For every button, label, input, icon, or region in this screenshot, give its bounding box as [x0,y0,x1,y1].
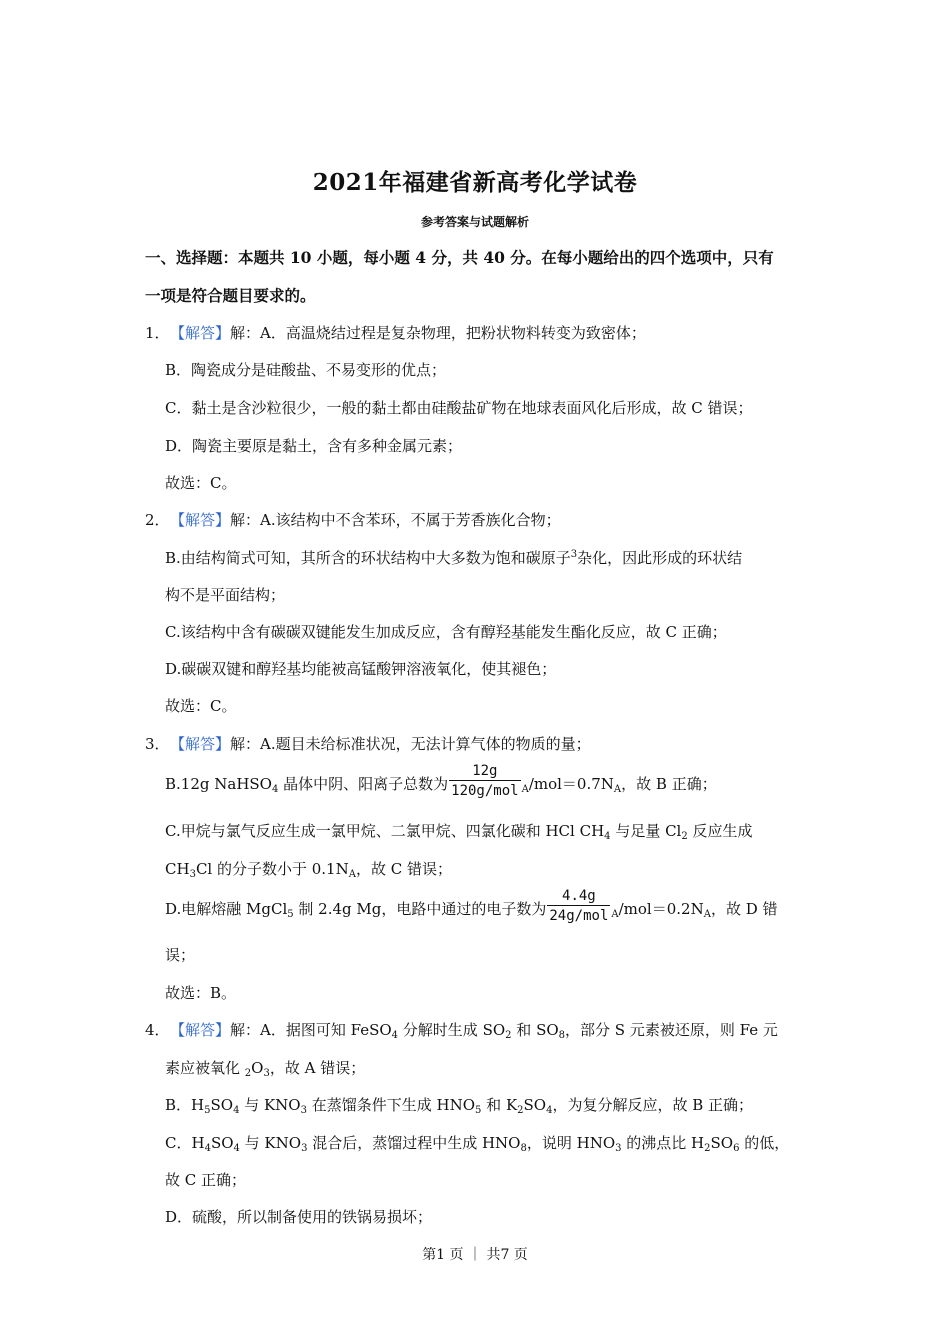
question-4-option-c-line-1: C．$H_4SO_4$ 与 $KNO_3$ 混合后，蒸馏过程中生成 $HNO_8$，说明 $HNO_3$ 的沸点比 $H_2SO_6$ 的低， [165,1134,790,1154]
question-4-option-d: D．硫酸，所以制备使用的铁锅易损坏； [165,1208,433,1226]
question-3-option-c-line-1: C.甲烷与氯气反应生成一氯甲烷、二氯甲烷、四氯化碳和 HCl $CH_4$ 与足量 $Cl_2$ 反应生成 [165,822,753,842]
answer-tag: 【解答】 [170,324,231,342]
question-4-option-a-line-2: 素应被氧化 $_2O_3$，故 A 错误； [165,1059,366,1079]
question-3-option-c-line-2: $CH_3Cl$ 的分子数小于 $0.1N_A$，故 C 错误； [165,860,452,880]
question-3-number: 3． [145,735,170,753]
question-2-answer: 故选：C。 [165,697,237,715]
document-subtitle: 参考答案与试题解析 [420,215,529,229]
question-1-option-b: B．陶瓷成分是硅酸盐、不易变形的优点； [165,361,447,379]
question-3-option-d-line-2: 误； [165,946,196,964]
answer-tag: 【解答】 [170,511,231,529]
fraction: $\frac{12g}{\text{120g/mol}}$ [451,762,519,799]
question-3-option-d: D.电解熔融 MgCl$_5$ 制 2.4g Mg，电路中通过的电子数为 $\frac{4.4g}{\text{24g/mol}}$ $_A/mol=0.2N_A$，故 D 错 [165,887,778,924]
question-4-option-b: B．$H_5SO_4$ 与 $KNO_3$ 在蒸馏条件下生成 $HNO_5$ 和 $K_2SO_4$，为复分解反应，故 B 正确； [165,1096,754,1116]
question-3-option-a: 【解答】解：A.题目未给标准状况，无法计算气体的物质的量； [170,735,591,753]
question-1-answer: 故选：C。 [165,474,237,492]
question-2-option-d: D.碳碳双键和醇羟基均能被高锰酸钾溶液氧化，使其褪色； [165,660,557,678]
question-2-option-b-line-1: B.由结构简式可知，其所含的环状结构中大多数为饱和碳原子$^3$杂化，因此形成的环状结 [165,549,743,567]
question-1-number: 1． [145,324,170,342]
question-2-number: 2． [145,511,170,529]
answer-tag: 【解答】 [170,735,231,753]
question-2-option-a: 【解答】解：A.该结构中不含苯环，不属于芳香族化合物； [170,511,561,529]
question-2-option-b-line-2: 构不是平面结构； [165,586,286,604]
question-2-option-c: C.该结构中含有碳碳双键能发生加成反应，含有醇羟基能发生酯化反应，故 C 正确； [165,623,727,641]
answer-tag: 【解答】 [170,1021,231,1039]
page-footer: 第1 页 ｜ 共7 页 [422,1247,528,1263]
question-4-number: 4． [145,1021,170,1039]
section-heading-line-1: 一、选择题：本题共 10 小题，每小题 4 分，共 40 分。在每小题给出的四个选项中，只有 [145,248,774,267]
question-4-option-a-line-1: 【解答】解：A．据图可知 FeSO$_4$ 分解时生成 $SO_2$ 和 $SO_8$，部分 S 元素被还原，则 Fe 元 [170,1021,778,1041]
fraction: $\frac{4.4g}{\text{24g/mol}}$ [549,887,609,924]
question-3-answer: 故选：B。 [165,984,237,1002]
question-3-option-b: B.12g NaHSO$_4$ 晶体中阴、阳离子总数为 $\frac{12g}{\text{120g/mol}}$ $_A/mol=0.7N_A$，故 B 正确； [165,762,717,799]
section-heading-line-2: 一项是符合题目要求的。 [145,286,316,305]
question-1-option-a: 【解答】解：A．高温烧结过程是复杂物理，把粉状物料转变为致密体； [170,324,646,342]
question-4-option-c-line-2: 故 C 正确； [165,1171,247,1189]
question-1-option-c: C．黏土是含沙粒很少，一般的黏土都由硅酸盐矿物在地球表面风化后形成，故 C 错误； [165,399,753,417]
question-1-option-d: D．陶瓷主要原是黏土，含有多种金属元素； [165,437,463,455]
document-title: 2021年福建省新高考化学试卷 [312,169,638,196]
